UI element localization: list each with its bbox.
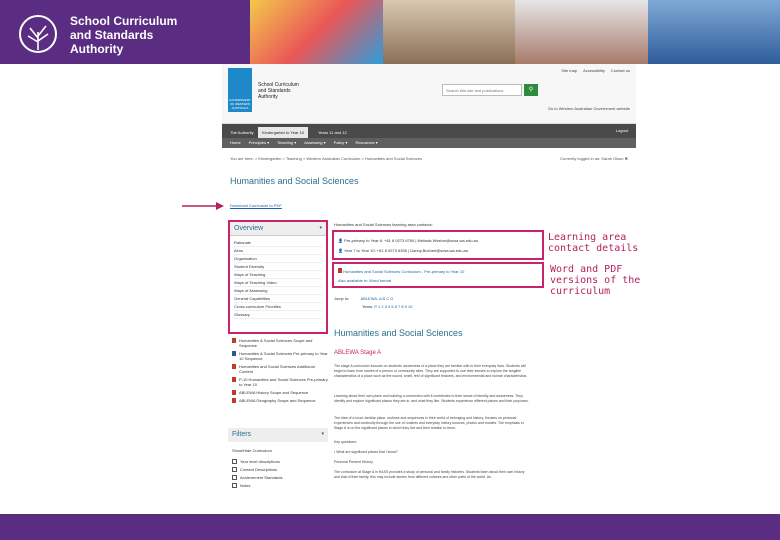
photo-children — [383, 0, 516, 64]
curriculum-pdf-link[interactable] — [338, 268, 538, 274]
sub-nav — [222, 138, 636, 148]
pdf-icon — [232, 364, 236, 369]
checkbox[interactable] — [232, 475, 237, 480]
document-label: Humanities & Social Sciences Pre-primary to Year 10 Sequence — [239, 351, 328, 361]
document-label: ABLEWA Geography Scope and Sequence — [239, 398, 316, 403]
curriculum-pdf-label: Humanities and Social Sciences Curriculum - Pre-primary to Year 10 — [343, 269, 465, 274]
filters-subtitle: Show/Hide Curriculum — [232, 448, 272, 453]
user-icon: 👤 — [338, 238, 345, 243]
utility-link-contact[interactable]: Contact us — [610, 68, 630, 73]
word-icon — [232, 351, 236, 356]
download-pdf-link[interactable]: Download Curriculum to PDF — [230, 203, 282, 208]
filter-label: Achievement Standards — [240, 475, 283, 480]
contact-text: Pre-primary to Year 6: +61 8 9273 6760 | Melinda Weston@scsa.wa.edu.au — [344, 238, 478, 243]
pdf-icon — [338, 268, 342, 273]
logged-in-status: Currently logged in as: Sarah Olson ✖ — [560, 156, 628, 161]
checkbox[interactable] — [232, 459, 237, 464]
content-heading: Humanities and Social Sciences — [334, 328, 463, 338]
pdf-icon — [232, 390, 236, 395]
pdf-icon — [232, 398, 236, 403]
contacts-box — [332, 230, 544, 260]
document-link[interactable] — [232, 390, 328, 395]
jump-label: Jump to: — [334, 296, 350, 301]
content-paragraph: • What are significant places that I know? — [334, 450, 398, 454]
contacts-label: Humanities and Social Sciences learning area contacts: — [334, 222, 433, 227]
filters-header[interactable] — [228, 428, 328, 442]
bottom-banner — [0, 514, 780, 540]
jump-to — [334, 296, 393, 301]
search-icon: ⚲ — [528, 87, 534, 93]
document-link[interactable] — [232, 351, 328, 361]
overview-title: Overview — [234, 225, 264, 232]
site-org-name[interactable]: School Curriculum and Standards Authority — [258, 82, 299, 100]
photo-student — [648, 0, 780, 64]
years-label: Years: — [362, 304, 374, 309]
govt-link[interactable]: Go to Western Australian Government website — [547, 106, 630, 111]
banner-photos — [250, 0, 780, 64]
subnav-policy[interactable]: Policy ▾ — [333, 140, 348, 145]
breadcrumb[interactable]: You are here: > Kindergarten > Teaching > Western Australian Curriculum > Humanities and Social Sciences — [230, 156, 423, 161]
contact-text: Year 7 to Year 10: +61 8 9273 6355 | Danny.Bucheri@scsa.wa.edu.au — [344, 248, 468, 253]
content-paragraph: The idea of a local, familiar place, routines and sequences in their world of belonging and history, focuses on personal experiences and continuity through the use of routines and everyday history sources, photos and models. The emphasis in Stage A is on the significant places in which they live and their relation to them. — [334, 416, 524, 430]
filter-label: Content Descriptions — [240, 467, 278, 472]
subnav-resources[interactable]: Resources ▾ — [355, 140, 378, 145]
filter-option[interactable] — [232, 475, 324, 480]
chevron-down-icon[interactable]: ▾ — [321, 431, 324, 437]
filters-panel — [228, 428, 328, 491]
main-nav — [222, 124, 636, 138]
banner-org-name: School Curriculum and Standards Authority — [70, 14, 178, 56]
content-paragraph: The stage A curriculum focuses on students' awareness of a place they are familiar with in their everyday lives. Students will begin to learn from stories of a person or community sites. They are supported to use their senses to explore the tangible characteristics of a place such as the sound, smell, feel of significant features, and environmental and human characteristics. — [334, 364, 528, 378]
tab-kindergarten[interactable]: Kindergarten to Year 10 — [258, 127, 308, 138]
overview-item[interactable]: Rationale — [234, 239, 322, 247]
content-paragraph: Personal Present History — [334, 460, 373, 464]
overview-item[interactable]: Ways of Teaching — [234, 271, 322, 279]
annotation-word-pdf: Word and PDF versions of the curriculum — [550, 264, 641, 297]
overview-item[interactable]: General Capabilities — [234, 295, 322, 303]
search-button[interactable] — [524, 84, 538, 96]
tab-authority[interactable]: The Authority — [230, 130, 254, 135]
pdf-icon — [232, 338, 236, 343]
content-paragraph: Learning about their own place and building a connection with it contributes to their sense of identity and awareness. They identify and explore significant places they are in, and what they like. Students experience different places and their purposes. — [334, 394, 529, 403]
content-paragraph: The curriculum at Stage A in HASS provides a study of personal and family histories. Students learn about their own history and that of their family; this may include stories from different cultures and other parts of the world. As — [334, 470, 525, 479]
overview-item[interactable]: Cross-curriculum Priorities — [234, 303, 322, 311]
utility-links — [561, 68, 630, 73]
photo-teacher — [515, 0, 648, 64]
content-subheading: ABLEWA Stage A — [334, 350, 382, 356]
site-header — [222, 64, 636, 124]
top-banner — [0, 0, 780, 64]
overview-panel — [228, 220, 328, 334]
annotation-contacts: Learning area contact details — [548, 232, 639, 254]
jump-ablewa-links[interactable]: ABLEWA: A B C D — [360, 296, 394, 301]
document-list — [232, 338, 328, 406]
curriculum-docs-box — [332, 262, 544, 288]
overview-item[interactable]: Student Diversity — [234, 263, 322, 271]
document-label: Humanities and Social Sciences Additional Content — [239, 364, 315, 374]
checkbox[interactable] — [232, 467, 237, 472]
document-link[interactable] — [232, 398, 328, 403]
overview-item[interactable]: Aims — [234, 247, 322, 255]
document-label: P-10 Humanities and Social Sciences Pre-primary to Year 10 — [239, 377, 328, 387]
subnav-principles[interactable]: Principles ▾ — [248, 140, 270, 145]
contact-line[interactable] — [338, 248, 538, 253]
chevron-down-icon[interactable]: ▾ — [319, 225, 322, 231]
pdf-icon — [232, 377, 236, 382]
arrow-right-icon — [182, 202, 224, 210]
tab-years-11-12[interactable]: Years 11 and 12 — [318, 130, 347, 135]
jump-years — [362, 304, 413, 309]
overview-list — [230, 236, 326, 322]
filter-label: Year level descriptions — [240, 459, 280, 464]
document-link[interactable] — [232, 377, 328, 387]
document-link[interactable] — [232, 364, 328, 374]
scsa-tree-logo-icon — [16, 14, 60, 54]
subnav-home[interactable]: Home — [230, 140, 241, 145]
content-paragraph: Key questions: — [334, 440, 357, 444]
overview-item[interactable]: Ways of Teaching Video — [234, 279, 322, 287]
subnav-assessing[interactable]: Assessing ▾ — [304, 140, 326, 145]
filter-label: Notes — [240, 483, 251, 488]
logout-link[interactable]: Logout — [615, 128, 628, 133]
filter-option[interactable] — [232, 459, 324, 464]
document-label: ABLEWA History Scope and Sequence — [239, 390, 309, 395]
document-link[interactable] — [232, 338, 328, 348]
user-icon: 👤 — [338, 248, 345, 253]
subnav-teaching[interactable]: Teaching ▾ — [277, 140, 297, 145]
contact-line[interactable] — [338, 238, 538, 243]
wa-crest-icon[interactable]: GOVERNMENT OF WESTERN AUSTRALIA — [228, 68, 252, 112]
curriculum-word-link[interactable]: Also available in: Word format — [338, 278, 392, 283]
photo-hands — [250, 0, 383, 64]
overview-item[interactable]: Ways of Assessing — [234, 287, 322, 295]
utility-link-accessibility[interactable]: Accessibility — [583, 68, 605, 73]
overview-header[interactable] — [230, 222, 326, 236]
filter-option[interactable] — [232, 467, 324, 472]
years-links[interactable]: P 1 2 3 4 5 6 7 8 9 10 — [374, 304, 413, 309]
checkbox[interactable] — [232, 483, 237, 488]
utility-link-sitemap[interactable]: Site map — [561, 68, 578, 73]
search-input[interactable]: Search this site and publications — [442, 84, 522, 96]
filter-option[interactable] — [232, 483, 324, 488]
page-title: Humanities and Social Sciences — [230, 176, 359, 186]
filters-title: Filters — [232, 431, 252, 438]
document-label: Humanities & Social Sciences Scope and Sequence — [239, 338, 313, 348]
overview-item[interactable]: Organisation — [234, 255, 322, 263]
overview-item[interactable]: Glossary — [234, 311, 322, 319]
